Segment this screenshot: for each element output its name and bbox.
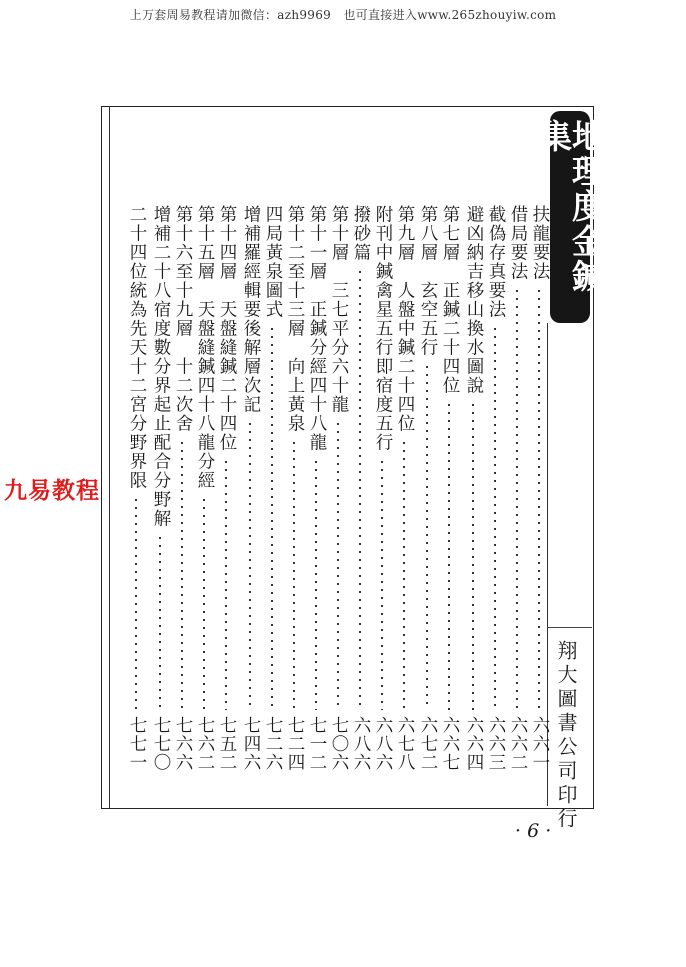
toc-entry-page: 六六四 xyxy=(464,715,484,771)
toc-entry xyxy=(529,205,551,771)
toc-entry-title: 撥砂篇 xyxy=(351,205,371,262)
toc-entry-page: 六八六 xyxy=(351,715,371,771)
toc-entry-page: 七一二 xyxy=(307,715,327,771)
toc-entry-title: 增補羅經輯要後解層次記 xyxy=(241,205,261,414)
toc-entry xyxy=(507,205,529,771)
toc-leader-dots xyxy=(293,439,295,710)
toc-entry-page: 六六一 xyxy=(530,715,550,771)
toc-entry-page: 七六六 xyxy=(173,715,193,771)
toc-leader-dots xyxy=(271,325,273,710)
toc-leader-dots xyxy=(337,420,339,710)
watermark-banner: 上万套周易教程请加微信：azh9969 也可直接进入www.265zhouyiw.com xyxy=(129,8,557,22)
toc-entry xyxy=(328,205,350,771)
toc-entry-page: 七二六 xyxy=(263,715,283,771)
toc-entry-title: 避凶納吉移山換水圖說 xyxy=(464,205,484,395)
toc-entry xyxy=(372,205,394,771)
toc-entry-page: 七七〇 xyxy=(151,715,171,771)
toc-entry xyxy=(194,205,216,771)
toc-entry xyxy=(394,205,416,771)
toc-entry xyxy=(172,205,194,771)
toc-entry-page: 六六二 xyxy=(508,715,528,771)
toc-entry xyxy=(126,205,148,771)
toc-leader-dots xyxy=(181,439,183,710)
toc-leader-dots xyxy=(135,496,137,710)
toc-entry xyxy=(306,205,328,771)
toc-entry-title: 二十四位統為先天十二宮分野界限 xyxy=(127,205,147,490)
toc-leader-dots xyxy=(249,420,251,710)
book-title: 地理度金鍼集 xyxy=(534,119,606,294)
toc-entry-title: 借局要法 xyxy=(508,205,528,281)
toc-entry-page: 七五二 xyxy=(217,715,237,771)
toc-entry-page: 七七一 xyxy=(127,715,147,771)
toc-leader-dots xyxy=(315,458,317,710)
toc-entry xyxy=(150,205,172,771)
toc-entry xyxy=(350,205,372,771)
toc-entry-title: 扶龍要法 xyxy=(530,205,550,281)
toc-entry xyxy=(439,205,461,771)
toc-entry-title: 第十層 三七平分六十龍 xyxy=(329,205,349,414)
toc-entry-title: 第十五層 天盤縫鍼四十八龍分經 xyxy=(195,205,215,490)
toc-entry-title: 第十二至十三層 向上黃泉 xyxy=(285,205,305,433)
toc-entry-page: 六七二 xyxy=(418,715,438,771)
toc-entry xyxy=(417,205,439,771)
toc-leader-dots xyxy=(426,363,428,710)
toc-entry xyxy=(216,205,238,771)
toc-entry-title: 第七層 正鍼二十四位 xyxy=(440,205,460,395)
toc-entry xyxy=(262,205,284,771)
toc-entry-page: 七〇六 xyxy=(329,715,349,771)
page-number: · 6 · xyxy=(515,820,552,842)
toc-entry-page: 七六二 xyxy=(195,715,215,771)
toc-leader-dots xyxy=(494,325,496,710)
toc-leader-dots xyxy=(403,439,405,710)
toc-leader-dots xyxy=(225,458,227,710)
toc-entry-title: 增補二十八宿度數分界起止配合分野解 xyxy=(151,205,171,528)
toc-entry-page: 六六七 xyxy=(440,715,460,771)
side-brand-watermark: 九易教程 xyxy=(4,478,100,504)
toc-entry-title: 第十六至十九層 十二次舍 xyxy=(173,205,193,433)
toc-leader-dots xyxy=(538,287,540,710)
toc-leader-dots xyxy=(159,534,161,710)
toc-leader-dots xyxy=(203,496,205,710)
toc-entry-page: 六八六 xyxy=(373,715,393,771)
toc-entry-page: 七二四 xyxy=(285,715,305,771)
toc-entry-title: 第八層 玄空五行 xyxy=(418,205,438,357)
toc-entry-page: 六六三 xyxy=(486,715,506,771)
toc-leader-dots xyxy=(359,268,361,710)
publisher-name: 翔大圖書公司印行 xyxy=(554,640,578,832)
toc-leader-dots xyxy=(516,287,518,710)
toc-entry-page: 六七八 xyxy=(395,715,415,771)
toc-leader-dots xyxy=(381,458,383,710)
toc-leader-dots xyxy=(448,401,450,710)
toc-entry-title: 附刊中鍼禽星五行即宿度五行 xyxy=(373,205,393,452)
toc-entry xyxy=(284,205,306,771)
toc-entry xyxy=(485,205,507,771)
toc-entry-title: 四局黃泉圖式 xyxy=(263,205,283,319)
toc-entry xyxy=(240,205,262,771)
toc-entry-title: 第十四層 天盤縫鍼二十四位 xyxy=(217,205,237,452)
toc-entry-title: 截偽存真要法 xyxy=(486,205,506,319)
toc-entry-title: 第九層 人盤中鍼二十四位 xyxy=(395,205,415,433)
toc-entry-title: 第十一層 正鍼分經四十八龍 xyxy=(307,205,327,452)
toc-entry xyxy=(463,205,485,771)
toc-entry-page: 七四六 xyxy=(241,715,261,771)
toc-leader-dots xyxy=(472,401,474,710)
